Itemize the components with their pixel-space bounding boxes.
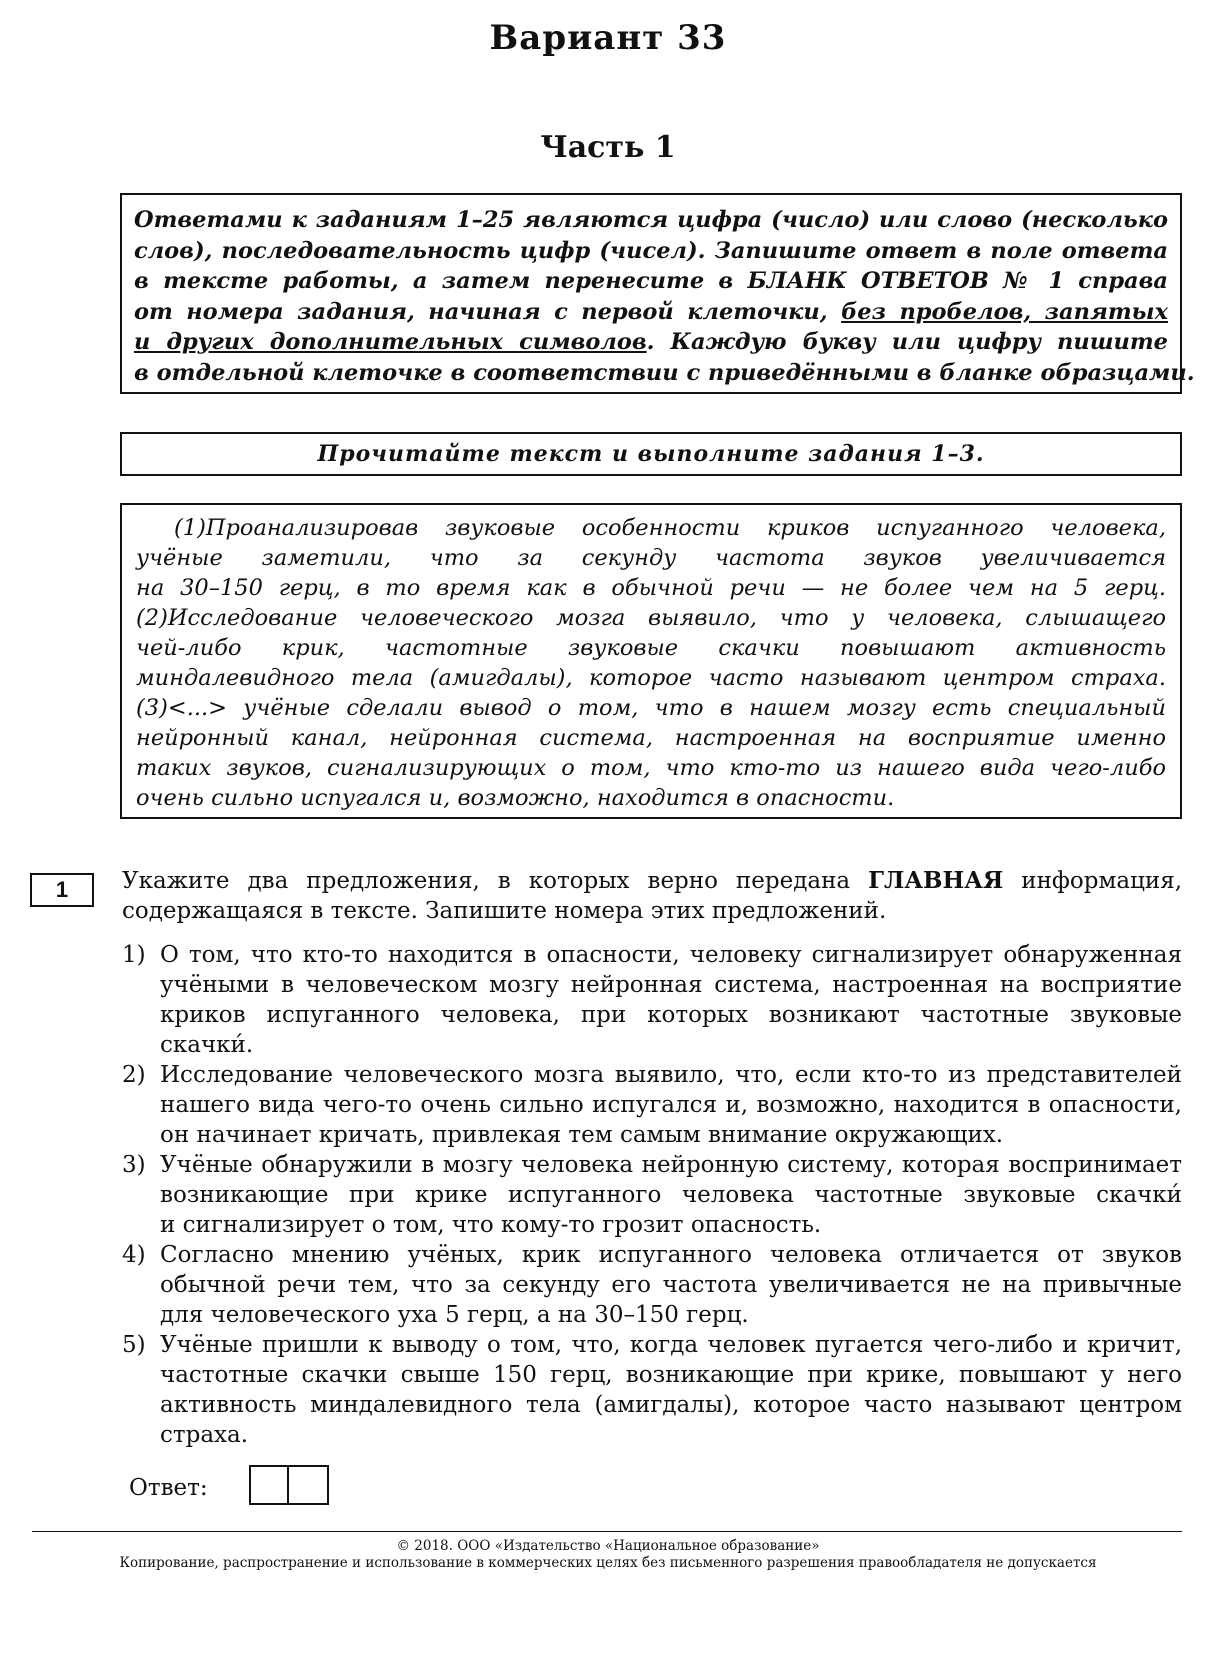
option-line: Учёные пришли к выводу о том, что, когда человек пугается чего-либо и кричит, (160, 1332, 1182, 1358)
answer-cell-2[interactable] (289, 1465, 329, 1505)
instructions-line: Ответами к заданиям 1–25 являются цифра (число) или слово (несколько (134, 207, 1168, 233)
option-line: криков испуганного человека, при которых возникают частотные звуковые (160, 1002, 1182, 1028)
text-line: учёные заметили, что за секунду частота звуков увеличивается (136, 545, 1166, 571)
option-line: возникающие при крике испуганного человека частотные звуковые скачки́ (160, 1182, 1182, 1208)
instructions-line: в тексте работы, а затем перенесите в БЛАНК ОТВЕТОВ № 1 справа (134, 268, 1168, 294)
answer-cells (249, 1465, 329, 1505)
question-line: содержащаяся в тексте. Запишите номера этих предложений. (122, 898, 887, 924)
option-4 (122, 1240, 1182, 1330)
option-number: 3) (122, 1152, 146, 1178)
instructions-line: в отдельной клеточке в соответствии с приведёнными в бланке образцами. (134, 359, 1195, 386)
instructions-underlined-b: и других дополнительных символов (134, 329, 647, 355)
instructions-line: слов), последовательность цифр (чисел). Запишите ответ в поле ответа (134, 237, 1168, 264)
answer-label: Ответ: (129, 1475, 208, 1501)
text-line: (1)Проанализировав звуковые особенности криков испуганного человека, (174, 515, 1166, 541)
option-1 (122, 940, 1182, 1060)
reading-text-box (120, 503, 1182, 819)
option-line: Исследование человеческого мозга выявило, что, если кто-то из представителей (160, 1062, 1182, 1088)
option-line: учёными в человеческом мозгу нейронная система, настроенная на восприятие (160, 972, 1182, 998)
instructions-underlined-a: без пробелов, запятых (841, 298, 1168, 325)
question-emphasis: ГЛАВНАЯ (868, 867, 1004, 894)
footer-copyright: © 2018. ООО «Издательство «Национальное образование» (396, 1538, 820, 1554)
question-line (122, 866, 1182, 896)
option-number: 2) (122, 1062, 146, 1088)
part-title: Часть 1 (540, 130, 676, 165)
instructions-line-start: от номера задания, начиная с первой клеточки, (134, 298, 828, 325)
text-line: таких звуков, сигнализирующих о том, что кто-то из нашего вида чего-либо (136, 755, 1166, 781)
answer-options (122, 940, 1182, 1450)
option-number: 5) (122, 1332, 146, 1358)
option-line: и сигнализирует о том, что кому-то грозит опасность. (160, 1212, 822, 1238)
option-line: Согласно мнению учёных, крик испуганного человека отличается от звуков (160, 1242, 1182, 1268)
option-line: активность миндалевидного тела (амигдалы), которое часто называют центром (160, 1392, 1182, 1418)
text-line: (2)Исследование человеческого мозга выявило, что у человека, слышащего (136, 605, 1166, 631)
read-prompt: Прочитайте текст и выполните задания 1–3. (317, 441, 985, 467)
option-number: 1) (122, 942, 146, 968)
option-5 (122, 1330, 1182, 1450)
question-part1: Укажите два предложения, в которых верно передана (122, 868, 851, 894)
footer-notice: Копирование, распространение и использование в коммерческих целях без письменного разрешения правообладателя не допускается (119, 1555, 1097, 1571)
footer (0, 1538, 1216, 1572)
task-number-box: 1 (30, 873, 94, 907)
variant-title: Вариант 33 (489, 18, 727, 58)
read-prompt-box (120, 432, 1182, 476)
text-line: (3)<...> учёные сделали вывод о том, что в нашем мозгу есть специальный (136, 695, 1166, 721)
answer-cell-1[interactable] (249, 1465, 289, 1505)
option-line: он начинает кричать, привлекая тем самым внимание окружающих. (160, 1122, 1004, 1148)
option-line: О том, что кто-то находится в опасности, человеку сигнализирует обнаруженная (160, 942, 1182, 968)
option-line: страха. (160, 1422, 249, 1448)
option-line: для человеческого уха 5 герц, а на 30–150 герц. (160, 1302, 749, 1328)
question-part2: информация, (1021, 868, 1183, 894)
option-line: нашего вида чего-то очень сильно испугался и, возможно, находится в опасности, (160, 1092, 1182, 1118)
footer-divider (32, 1531, 1182, 1532)
option-number: 4) (122, 1242, 146, 1268)
instructions-line (134, 297, 1168, 328)
task-question (122, 866, 1182, 926)
option-2 (122, 1060, 1182, 1150)
option-line: обычной речи тем, что за секунду его частота увеличивается не на привычные (160, 1272, 1182, 1298)
text-line: чей-либо крик, частотные звуковые скачки повышают активность (136, 635, 1166, 661)
option-line: частотные скачки свыше 150 герц, возникающие при крике, повышают у него (160, 1362, 1182, 1388)
option-3 (122, 1150, 1182, 1240)
option-line: скачки́. (160, 1032, 254, 1058)
text-line: очень сильно испугался и, возможно, находится в опасности. (136, 785, 895, 811)
option-line: Учёные обнаружили в мозгу человека нейронную систему, которая воспринимает (160, 1152, 1182, 1178)
text-line: на 30–150 герц, в то время как в обычной речи — не более чем на 5 герц. (136, 575, 1166, 601)
instructions-line (134, 327, 1168, 358)
instructions-box (120, 193, 1195, 394)
text-line: миндалевидного тела (амигдалы), которое часто называют центром страха. (136, 665, 1166, 691)
text-line: нейронный канал, нейронная система, настроенная на восприятие именно (136, 725, 1166, 751)
instructions-line-end: . Каждую букву или цифру пишите (646, 329, 1168, 355)
